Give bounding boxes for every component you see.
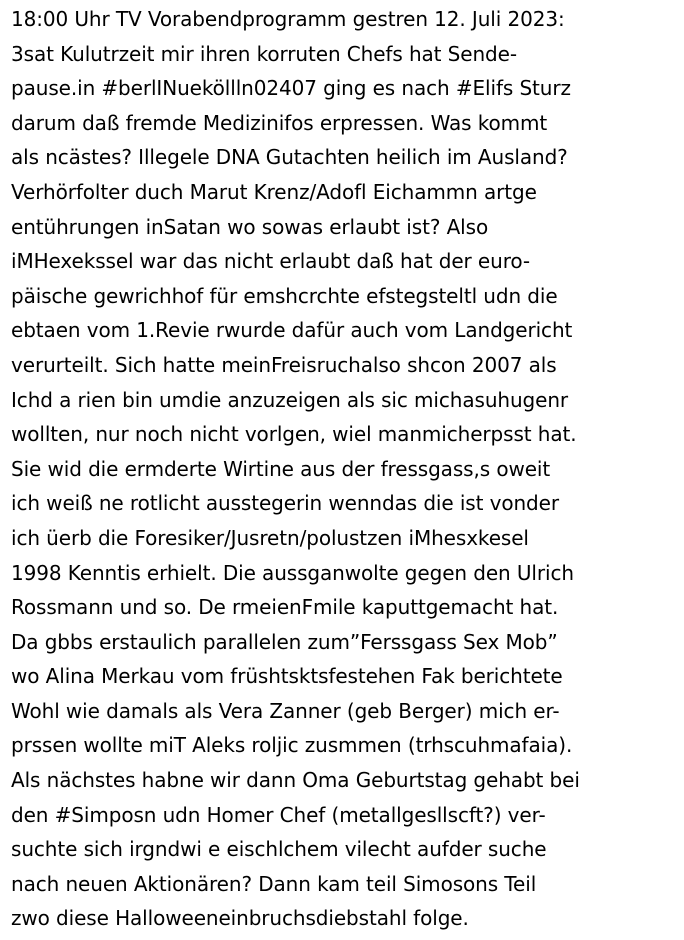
text-line: päische gewrichhof für emshcrchte efstegsteltl udn die bbox=[11, 283, 558, 308]
text-line: nach neuen Aktionären? Dann kam teil Simosons Teil bbox=[11, 871, 537, 896]
text-line: Wohl wie damals als Vera Zanner (geb Berger) mich er- bbox=[11, 698, 560, 723]
text-line: den #Simposn udn Homer Chef (metallgesllscft?) ver- bbox=[11, 802, 546, 827]
text-line: ebtaen vom 1.Revie rwurde dafür auch vom Landgericht bbox=[11, 318, 573, 343]
text-line: Sie wid die ermderte Wirtine aus der fressgass,s oweit bbox=[11, 456, 551, 481]
text-line: Als nächstes habne wir dann Oma Geburtstag gehabt bei bbox=[11, 768, 580, 793]
text-line: iMHexekssel war das nicht erlaubt daß hat der euro- bbox=[11, 249, 531, 274]
text-line: 18:00 Uhr TV Vorabendprogramm gestren 12. Juli 2023: bbox=[11, 7, 565, 31]
document-body-text bbox=[11, 2, 681, 936]
text-line: 1998 Kenntis erhielt. Die aussganwolte gegen den Ulrich bbox=[11, 560, 574, 585]
text-line: zwo diese Halloweeneinbruchsdiebstahl folge. bbox=[11, 906, 469, 931]
text-line: wollten, nur noch nicht vorlgen, wiel manmicherpsst hat. bbox=[11, 422, 577, 447]
text-line: als ncästes? Illegele DNA Gutachten heilich im Ausland? bbox=[11, 145, 568, 170]
text-line: Rossmann und so. De rmeienFmile kaputtgemacht hat. bbox=[11, 595, 559, 620]
text-line: prssen wollte miT Aleks roljic zusmmen (trhscuhmafaia). bbox=[11, 733, 573, 758]
text-line: suchte sich irgndwi e eischlchem vilecht aufder suche bbox=[11, 837, 547, 862]
text-line: Verhörfolter duch Marut Krenz/Adofl Eichammn artge bbox=[11, 179, 537, 204]
text-line: wo Alina Merkau vom früshtsktsfestehen Fak berichtete bbox=[11, 664, 563, 689]
text-line: Ichd a rien bin umdie anzuzeigen als sic michasuhugenr bbox=[11, 387, 569, 412]
text-line: 3sat Kulutrzeit mir ihren korruten Chefs hat Sende- bbox=[11, 41, 517, 66]
text-line: darum daß fremde Medizinifos erpressen. Was kommt bbox=[11, 110, 548, 135]
text-line: entührungen inSatan wo sowas erlaubt ist? Also bbox=[11, 214, 489, 239]
text-line: ich weiß ne rotlicht ausstegerin wenndas die ist vonder bbox=[11, 491, 559, 516]
text-line: ich üerb die Foresiker/Jusretn/polustzen iMhesxkesel bbox=[11, 525, 529, 550]
text-line: pause.in #berlINueköllln02407 ging es nach #Elifs Sturz bbox=[11, 76, 571, 101]
text-line: verurteilt. Sich hatte meinFreisruchalso shcon 2007 als bbox=[11, 352, 557, 377]
text-line: Da gbbs erstaulich parallelen zum”Ferssgass Sex Mob” bbox=[11, 629, 558, 654]
